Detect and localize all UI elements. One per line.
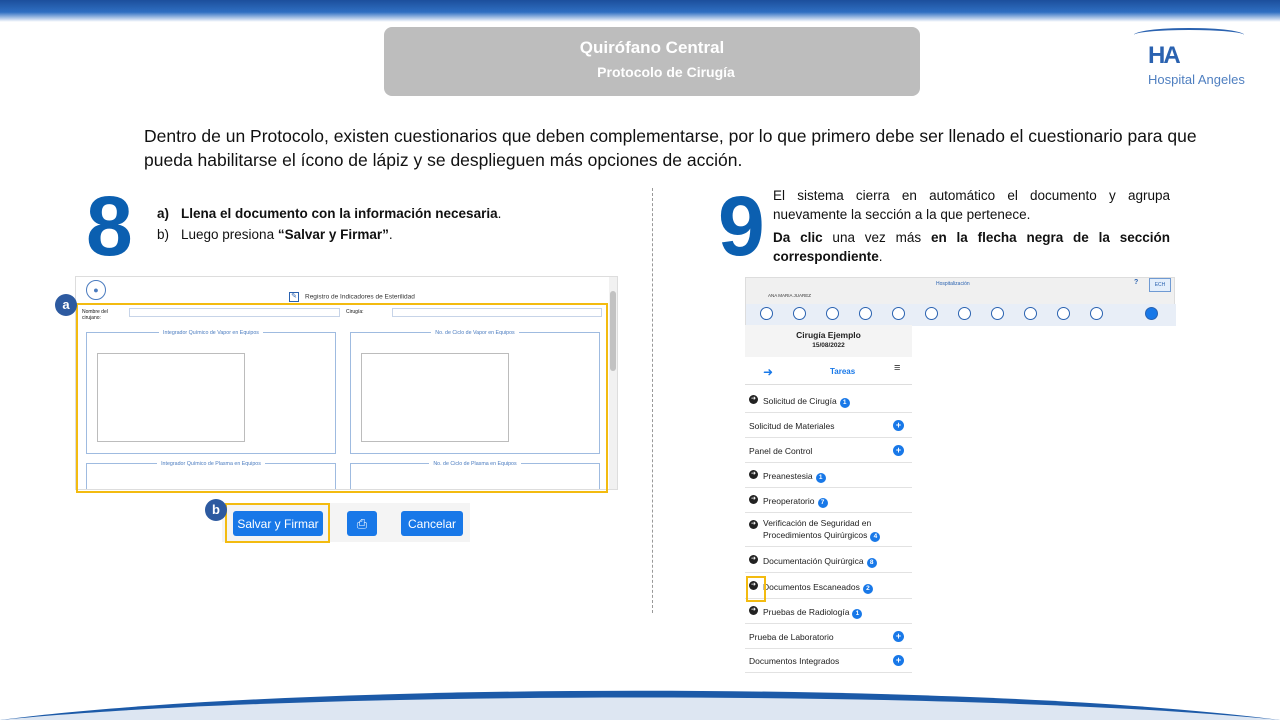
case-date: 15/08/2022 [812, 342, 845, 349]
task-item[interactable] [745, 463, 912, 488]
save-sign-button[interactable]: Salvar y Firmar [233, 511, 323, 536]
step-8-b-suffix: . [388, 227, 393, 242]
cancel-button[interactable]: Cancelar [401, 511, 463, 536]
task-label-text: Solicitud de Materiales [749, 421, 835, 431]
task-label [749, 656, 839, 666]
step-8-b-text [181, 224, 393, 245]
form-scrollbar[interactable] [609, 277, 617, 490]
scroll-thumb[interactable] [610, 291, 616, 371]
title-box [384, 27, 920, 96]
step-9-mid: una vez más [822, 230, 931, 245]
section-divider [652, 188, 653, 613]
tasks-header [745, 359, 912, 385]
panel-title: No. de Ciclo de Vapor en Equipos [431, 330, 518, 336]
task-item[interactable] [745, 574, 912, 599]
expand-arrow-icon[interactable]: ➜ [750, 396, 757, 402]
toolbar-icon[interactable] [925, 307, 938, 320]
toolbar-icon[interactable] [826, 307, 839, 320]
toolbar-icon[interactable] [1024, 307, 1037, 320]
tasks-label: Tareas [830, 367, 856, 376]
badge-b: b [205, 499, 227, 521]
task-count-badge: 1 [816, 473, 826, 483]
task-label-text: Documentos Integrados [749, 656, 840, 666]
step-8-number: 8 [86, 179, 133, 273]
task-label [763, 582, 873, 594]
expand-arrow-icon[interactable]: ➜ [750, 556, 757, 562]
surgeon-name-label: Nombre del cirujano: [82, 309, 108, 321]
expand-arrow-icon[interactable]: ➜ [750, 607, 757, 613]
task-label [763, 517, 908, 542]
logo-mark: HA [1148, 42, 1179, 69]
task-label [749, 632, 834, 642]
toolbar-icon[interactable] [859, 307, 872, 320]
drop-icon[interactable]: ● [86, 280, 106, 300]
task-item[interactable] [745, 599, 912, 624]
panel-title: Integrador Químico de Plasma en Equipos [157, 461, 265, 467]
highlight-a [76, 303, 608, 493]
task-label-text: Verificación de Seguridad en Procedimientos Quirúrgicos [763, 518, 872, 540]
task-label-text: Panel de Control [749, 446, 813, 456]
step-9-bold-1: Da clic [773, 230, 823, 245]
step-8-a [157, 203, 501, 224]
surgery-label: Cirugía: [346, 309, 364, 315]
panel-title: Integrador Químico de Vapor en Equipos [159, 330, 263, 336]
task-count-badge: 1 [840, 398, 850, 408]
patient-name: ANA MARIA JUAREZ [768, 293, 812, 298]
task-label [763, 471, 826, 483]
app-toolbar [746, 304, 1176, 326]
toolbar-icon[interactable] [958, 307, 971, 320]
print-icon[interactable]: ⎙ [347, 511, 377, 536]
add-icon[interactable]: + [893, 655, 904, 666]
logo-arc [1134, 28, 1244, 42]
task-count-badge: 2 [863, 584, 873, 594]
toolbar-icon[interactable] [1057, 307, 1070, 320]
step-8-a-text [181, 203, 501, 224]
bottom-swoosh [0, 676, 1280, 720]
step-9-para1: El sistema cierra en automático el documento y agrupa nuevamente la sección a la que pertenece. [773, 188, 1170, 222]
step-8-instructions [157, 203, 501, 245]
task-item[interactable] [745, 488, 912, 513]
logo-name: Hospital Angeles [1148, 72, 1245, 87]
task-item[interactable] [745, 438, 912, 463]
highlight-c [746, 576, 766, 602]
case-header [745, 325, 912, 357]
toolbar-icon[interactable] [760, 307, 773, 320]
app-header [745, 277, 1175, 325]
badge-a: a [55, 294, 77, 316]
task-label [763, 396, 850, 408]
task-label-text: Preanestesia [763, 471, 813, 481]
task-label-text: Documentación Quirúrgica [763, 556, 864, 566]
add-icon[interactable]: + [893, 631, 904, 642]
expand-arrow-icon[interactable]: ➜ [750, 582, 757, 588]
step-8-b-label: b) [157, 227, 170, 242]
task-label-text: Preoperatorio [763, 496, 815, 506]
hospital-logo [1128, 28, 1258, 90]
task-item[interactable] [745, 548, 912, 573]
step-9-end: . [878, 249, 883, 264]
task-item[interactable] [745, 413, 912, 438]
panel-title: No. de Ciclo de Plasma en Equipos [429, 461, 520, 467]
task-count-badge: 4 [870, 532, 880, 542]
task-label-text: Documentos Escaneados [763, 582, 860, 592]
highlight-b [225, 503, 330, 543]
task-count-badge: 1 [852, 609, 862, 619]
ech-icon[interactable]: ECH [1149, 278, 1171, 292]
task-label [763, 496, 828, 508]
page-title: Quirófano Central [579, 38, 725, 57]
top-banner [0, 0, 1280, 22]
toolbar-icon[interactable] [892, 307, 905, 320]
expand-arrow-icon[interactable]: ➜ [750, 496, 757, 502]
form-title [289, 292, 415, 302]
toolbar-icon[interactable] [991, 307, 1004, 320]
intro-text: Dentro de un Protocolo, existen cuestionarios que deben complementarse, por lo que primero debe ser llenado el cuestionario para que pueda habilitarse el ícono de lápiz y se desplieguen más opciones de acción. [144, 126, 1197, 170]
step-9-para2 [773, 228, 1170, 266]
add-icon[interactable]: + [893, 445, 904, 456]
task-item[interactable] [745, 648, 912, 673]
task-item[interactable] [745, 513, 912, 547]
toolbar-icon-active[interactable] [1145, 307, 1158, 320]
pencil-icon[interactable]: ✎ [289, 292, 299, 302]
step-8-b-bold: “Salvar y Firmar” [277, 227, 389, 242]
case-name: Cirugía Ejemplo [796, 330, 861, 340]
step-9-number: 9 [718, 179, 765, 273]
task-item[interactable] [745, 388, 912, 413]
form-title-text: Registro de Indicadores de Esterilidad [305, 293, 415, 301]
task-label [763, 607, 862, 619]
hospitalization-label[interactable]: Hospitalización [936, 281, 970, 287]
step-8-a-label: a) [157, 206, 170, 221]
toolbar-icon[interactable] [793, 307, 806, 320]
step-8-b [157, 224, 501, 245]
task-count-badge: 7 [818, 498, 828, 508]
task-label [749, 446, 812, 456]
task-label [763, 556, 877, 568]
task-label-text: Prueba de Laboratorio [749, 632, 834, 642]
task-label [749, 421, 835, 431]
help-icon[interactable]: ? [1134, 279, 1139, 286]
step-8-b-pre: Luego presiona [181, 227, 278, 242]
step-9-instructions [773, 186, 1170, 270]
toolbar-icon[interactable] [1090, 307, 1103, 320]
menu-icon[interactable]: ≡ [894, 362, 901, 374]
expand-arrow-icon[interactable]: ➜ [750, 521, 757, 527]
exit-icon[interactable]: ➜ [763, 365, 774, 379]
step-8-a-bold: Llena el documento con la información necesaria [181, 206, 498, 221]
expand-arrow-icon[interactable]: ➜ [750, 471, 757, 477]
step-8-a-suffix: . [497, 206, 502, 221]
step-9-bold-2: en la flecha negra de la sección correspondiente [773, 230, 1170, 264]
task-count-badge: 8 [867, 558, 877, 568]
add-icon[interactable]: + [893, 420, 904, 431]
task-label-text: Solicitud de Cirugía [763, 396, 837, 406]
task-label-text: Pruebas de Radiología [763, 607, 850, 617]
tasks-panel [745, 325, 912, 672]
page-subtitle: Protocolo de Cirugía [597, 64, 735, 80]
task-item[interactable] [745, 624, 912, 649]
